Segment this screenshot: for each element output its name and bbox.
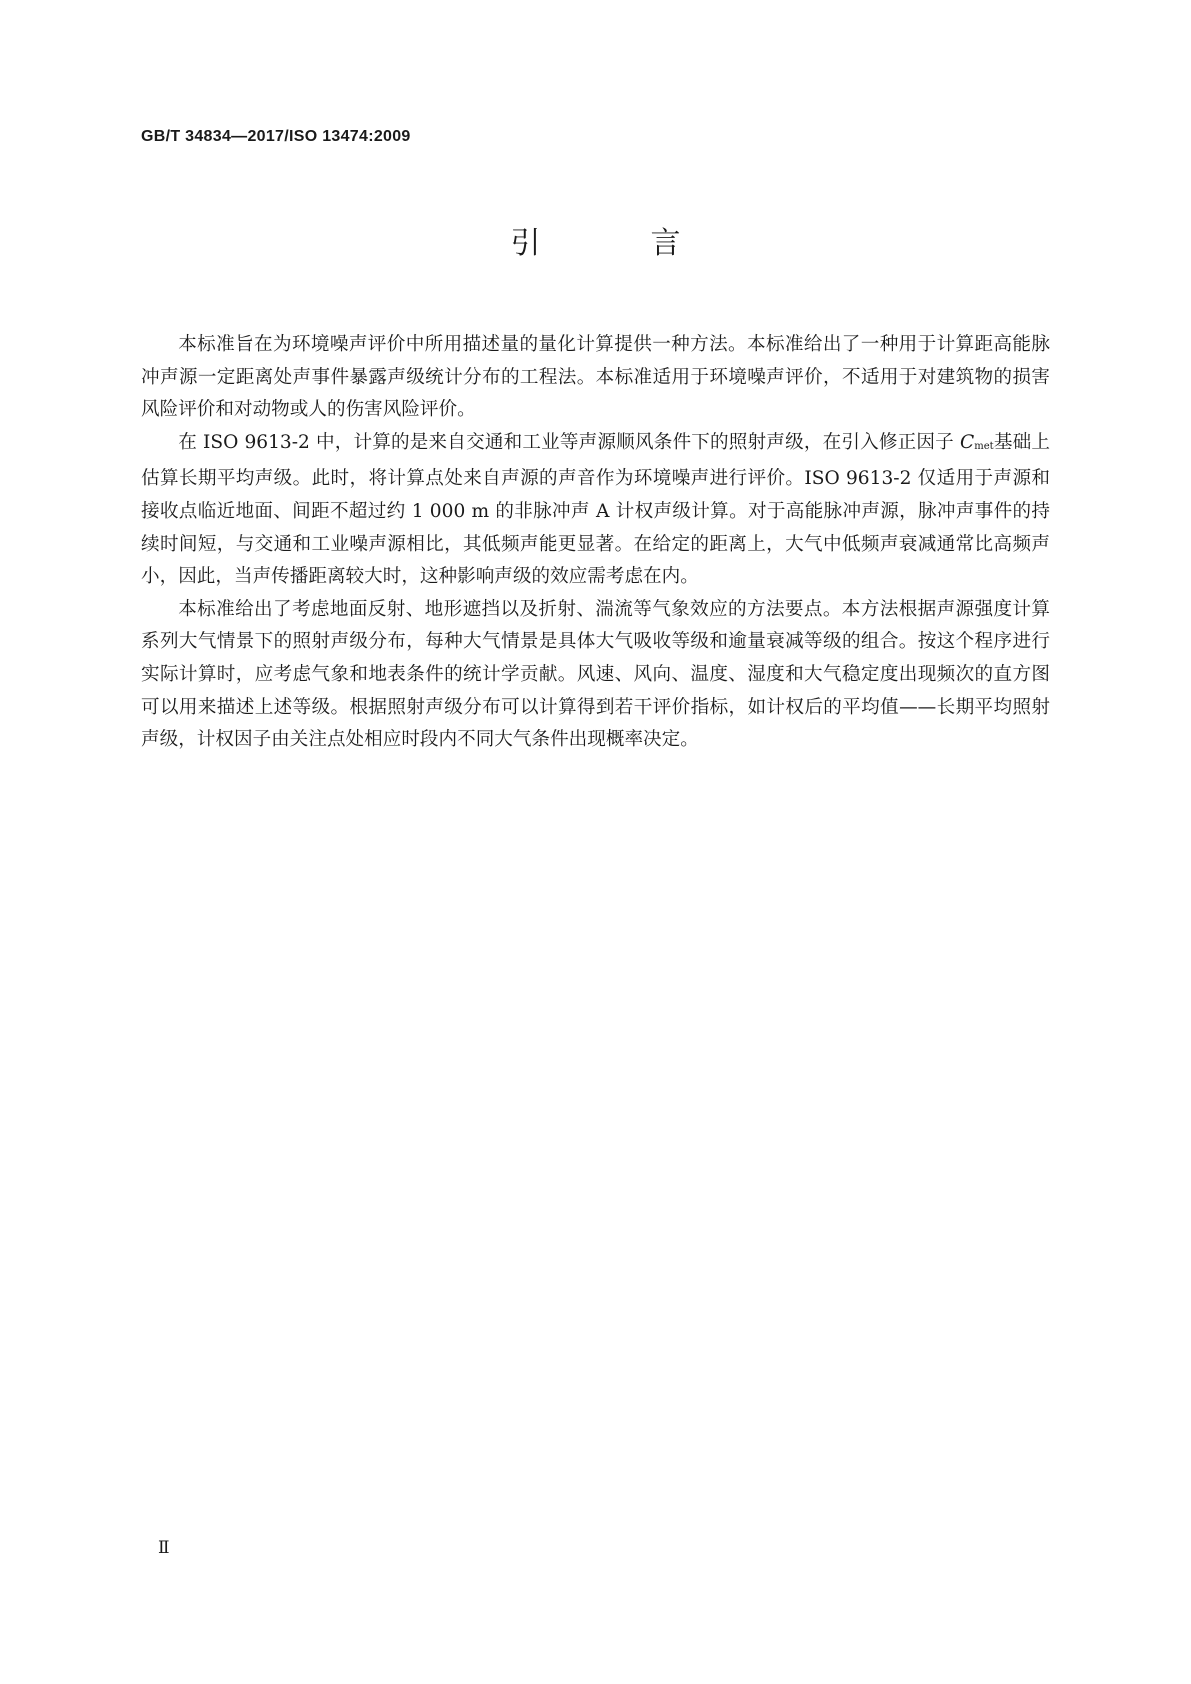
standard-code: GB/T 34834—2017/ISO 13474:2009 [141, 128, 411, 145]
introduction-body [141, 329, 1050, 757]
paragraph-1: 本标准旨在为环境噪声评价中所用描述量的量化计算提供一种方法。本标准给出了一种用于计算距高能脉冲声源一定距离处声事件暴露声级统计分布的工程法。本标准适用于环境噪声评价，不适用于对建筑物的损害风险评价和对动物或人的伤害风险评价。 [141, 334, 1050, 421]
paragraph-2 [141, 427, 1050, 594]
page-number: Ⅱ [158, 1538, 170, 1558]
paragraph-2-part-1: 在 ISO 9613-2 中，计算的是来自交通和工业等声源顺风条件下的照射声级，在引入修正因子 [178, 431, 961, 453]
symbol-letter: C [960, 431, 975, 453]
paragraph-3: 本标准给出了考虑地面反射、地形遮挡以及折射、湍流等气象效应的方法要点。本方法根据声源强度计算系列大气情景下的照射声级分布，每种大气情景是具体大气吸收等级和逾量衰减等级的组合。按这个程序进行实际计算时，应考虑气象和地表条件的统计学贡献。风速、风向、温度、湿度和大气稳定度出现频次的直方图可以用来描述上述等级。根据照射声级分布可以计算得到若干评价指标，如计权后的平均值——长期平均照射声级，计权因子由关注点处相应时段内不同大气条件出现概率决定。 [141, 598, 1050, 751]
symbol-subscript: met [974, 440, 994, 452]
correction-factor-symbol [960, 432, 994, 453]
paragraph-2-part-2: 基础上估算长期平均声级。此时，将计算点处来自声源的声音作为环境噪声进行评价。ISO 9613-2 仅适用于声源和接收点临近地面、间距不超过约 1 000 m 的非脉冲声 A 计权声级计算。对于高能脉冲声源，脉冲声事件的持续时间短，与交通和工业噪声源相比，其低频声能更显著。在给定的距离上，大气中低频声衰减通常比高频声小，因此，当声传播距离较大时，这种影响声级的效应需考虑在内。 [141, 431, 1050, 588]
page-title: 引 言 [510, 226, 721, 261]
